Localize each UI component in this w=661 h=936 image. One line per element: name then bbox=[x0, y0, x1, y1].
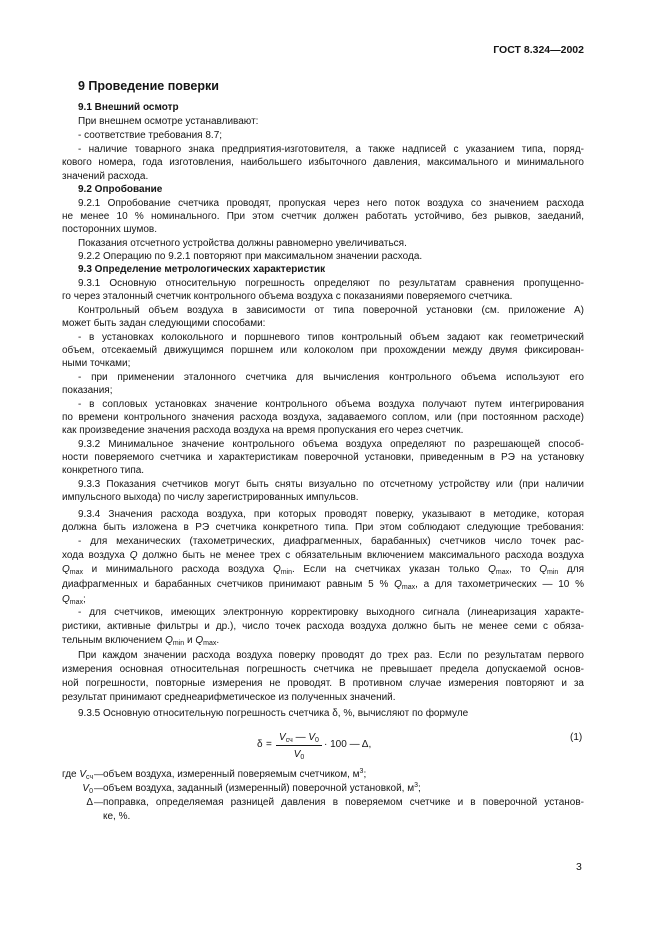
text-line: как произведение значения расхода воздуха на время пропускания его через счетчик. bbox=[62, 425, 464, 436]
text-segment: ; bbox=[363, 769, 367, 780]
legend-text bbox=[103, 768, 584, 781]
text-line: значений расхода. bbox=[62, 171, 149, 182]
text-segment: должно быть не менее трех с обязательным включением максимального расхода воздуха bbox=[137, 550, 584, 561]
text-line: 9.2.1 Опробование счетчика проводят, пропуская через него поток воздуха со значением расхода bbox=[78, 198, 584, 209]
text-segment: для bbox=[558, 564, 584, 575]
subscript: сч bbox=[285, 737, 293, 744]
subscript: min bbox=[546, 569, 559, 576]
text-line: может быть задан следующими способами: bbox=[62, 318, 266, 329]
text-line: Контрольный объем воздуха в зависимости от типа поверочной установки (см. приложение А) bbox=[78, 305, 584, 316]
subscript: 0 bbox=[315, 737, 319, 744]
text-segment: тельным включением bbox=[62, 635, 166, 646]
text-line: При каждом значении расхода воздуха поверку проводят до трех раз. Если по результатам первого bbox=[78, 650, 584, 661]
subsection-heading: 9.2 Опробование bbox=[78, 184, 163, 195]
text-segment: и bbox=[184, 635, 196, 646]
text-line bbox=[62, 549, 584, 562]
volume-symbol: V bbox=[293, 749, 301, 760]
formula-numerator bbox=[276, 731, 322, 744]
legend-symbol bbox=[62, 782, 93, 795]
text-line: 9.3.1 Основную относительную погрешность определяют по результатам сравнения пропущенно- bbox=[78, 278, 584, 289]
subscript: min bbox=[172, 640, 185, 647]
formula-equals: = bbox=[266, 739, 272, 750]
legend-dash: — bbox=[94, 797, 103, 807]
flow-symbol: Q bbox=[129, 550, 138, 561]
formula-tail: · 100 — Δ, bbox=[324, 739, 372, 750]
text-segment: . Если на счетчиках указан только bbox=[292, 564, 489, 575]
flow-symbol: Q bbox=[195, 635, 204, 646]
text-line: результат принимают среднеарифметическое из полученных значений. bbox=[62, 692, 396, 703]
subscript: 0 bbox=[89, 788, 93, 795]
text-segment: , то bbox=[509, 564, 540, 575]
text-line: объем, отсекаемый движущимся поршнем или колоколом при прохождении между двумя фиксирован- bbox=[62, 345, 584, 356]
subscript: max bbox=[401, 584, 416, 591]
flow-symbol: Q bbox=[539, 564, 547, 575]
volume-symbol: V bbox=[279, 732, 286, 743]
text-line: измерения основная относительная погрешность счетчика не превышает предела допускаемой основ- bbox=[62, 664, 584, 675]
subscript: max bbox=[69, 599, 84, 606]
legend-text: ке, %. bbox=[103, 811, 131, 822]
text-line: должна быть изложена в РЭ счетчика конкретного типа. При этом соблюдают следующие требования: bbox=[62, 522, 584, 533]
text-line: ристики, активные фильтры и др.), число точек расхода воздуха должно быть не менее семи с обяза- bbox=[62, 621, 584, 632]
list-item: - при применении эталонного счетчика для вычисления контрольного объема используют его bbox=[78, 372, 584, 383]
text-line: посторонних шумов. bbox=[62, 224, 157, 235]
text-line: ности поверяемого счетчика и характеристикам поверочной установки, приведенным в РЭ на установку bbox=[62, 452, 584, 463]
subsection-heading: 9.3 Определение метрологических характеристик bbox=[78, 264, 326, 275]
text-line: 9.3.4 Значения расхода воздуха, при которых проводят поверку, указывают в методике, которая bbox=[78, 509, 584, 520]
flow-symbol: Q bbox=[62, 564, 70, 575]
legend-symbol bbox=[62, 796, 93, 809]
text-line: 9.3.3 Показания счетчиков могут быть сняты визуально по отсчетному устройству или (при наличии bbox=[78, 479, 584, 490]
text-line: конкретного типа. bbox=[62, 465, 145, 476]
legend-intro: где bbox=[62, 769, 80, 780]
text-segment: , а для тахометрических — 10 % bbox=[415, 579, 584, 590]
superscript: 3 bbox=[414, 782, 418, 789]
text-segment: . bbox=[216, 635, 220, 646]
formula-lhs: δ bbox=[257, 739, 263, 750]
legend-dash: — bbox=[94, 769, 103, 779]
text-line: кового номера, года изготовления, наибольшего избыточного давления, максимального и минимального bbox=[62, 157, 584, 168]
text-line bbox=[62, 634, 584, 647]
legend-text: поправка, определяемая разницей давления в поверяемом счетчике и в поверочной установ- bbox=[103, 797, 584, 808]
fraction-bar bbox=[276, 745, 322, 746]
list-item: - в сопловых установках значение контрольного объема воздуха получают путем интегрирования bbox=[78, 399, 584, 410]
text-segment: объем воздуха, измеренный поверяемым счетчиком, м bbox=[103, 769, 360, 780]
legend-dash: — bbox=[94, 783, 103, 793]
text-line bbox=[62, 593, 584, 606]
formula-number: (1) bbox=[570, 732, 583, 743]
legend-text bbox=[103, 782, 584, 795]
subsection-heading: 9.1 Внешний осмотр bbox=[78, 102, 179, 113]
volume-symbol: V bbox=[79, 769, 87, 780]
text-line bbox=[62, 578, 584, 591]
text-line: ной погрешности, повторные измерения не проводят. В противном случае измерения повторяют и за bbox=[62, 678, 584, 689]
document-code: ГОСТ 8.324—2002 bbox=[493, 44, 584, 56]
text-line: го через эталонный счетчик контрольного объема воздуха с показаниями поверяемого счетчика. bbox=[62, 291, 513, 302]
text-line: При внешнем осмотре устанавливают: bbox=[78, 116, 259, 127]
subscript: max bbox=[203, 640, 217, 647]
text-segment: хода воздуха bbox=[62, 550, 130, 561]
text-segment: объем воздуха, заданный (измеренный) поверочной установкой, м bbox=[103, 783, 415, 794]
text-segment: диафрагменных и барабанных счетчиков принимают равным 5 % bbox=[62, 579, 395, 590]
list-item: - в установках колокольного и поршневого типов контрольный объем задают как геометрический bbox=[78, 332, 584, 343]
text-line: показания; bbox=[62, 385, 113, 396]
text-line bbox=[62, 563, 584, 576]
text-segment: ; bbox=[418, 783, 421, 794]
minus-sign: — bbox=[292, 732, 309, 743]
text-line: 9.3.2 Минимальное значение контрольного объема воздуха определяют по разрешающей способ- bbox=[78, 439, 584, 450]
subscript: сч bbox=[86, 774, 94, 781]
legend-symbol bbox=[62, 768, 93, 781]
flow-symbol: Q bbox=[165, 635, 173, 646]
text-line: Показания отсчетного устройства должны равномерно увеличиваться. bbox=[78, 238, 407, 249]
text-line: по времени контрольного значения расхода воздуха, задаваемого соплом, или (при постоянном расходе) bbox=[62, 412, 584, 423]
flow-symbol: Q bbox=[488, 564, 496, 575]
flow-symbol: Q bbox=[394, 579, 402, 590]
list-item: - для механических (тахометрических, диафрагменных, барабанных) счетчиков число точек рас- bbox=[78, 536, 584, 547]
subscript: max bbox=[495, 569, 510, 576]
delta-symbol: Δ bbox=[86, 797, 93, 808]
text-line: 9.2.2 Операцию по 9.2.1 повторяют при максимальном значении расхода. bbox=[78, 251, 423, 262]
text-line: 9.3.5 Основную относительную погрешность счетчика δ, %, вычисляют по формуле bbox=[78, 708, 469, 719]
flow-symbol: Q bbox=[62, 594, 70, 605]
text-line: импульсного выхода) по числу зарегистрированных импульсов. bbox=[62, 492, 359, 503]
text-segment: и минимального расхода воздуха bbox=[83, 564, 273, 575]
flow-symbol: Q bbox=[272, 564, 281, 575]
subscript: min bbox=[280, 569, 292, 576]
text-line: ными точками; bbox=[62, 358, 131, 369]
text-line: не менее 10 % номинального. При этом счетчик должен работать устойчиво, без рывков, заеданий, bbox=[62, 211, 584, 222]
subscript: max bbox=[69, 569, 84, 576]
list-item: - наличие товарного знака предприятия-изготовителя, а также надписей с указанием типа, поряд- bbox=[78, 144, 584, 155]
volume-symbol: V bbox=[82, 783, 90, 794]
page-number: 3 bbox=[576, 861, 582, 873]
formula-denominator bbox=[276, 748, 322, 761]
volume-symbol: V bbox=[308, 732, 316, 743]
subscript: 0 bbox=[300, 754, 305, 761]
list-item: - для счетчиков, имеющих электронную корректировку выходного сигнала (линеаризация характе- bbox=[78, 607, 584, 618]
list-item: - соответствие требования 8.7; bbox=[78, 130, 223, 141]
text-segment: ; bbox=[83, 594, 86, 605]
section-title: 9 Проведение поверки bbox=[78, 79, 219, 93]
superscript: 3 bbox=[359, 768, 364, 775]
